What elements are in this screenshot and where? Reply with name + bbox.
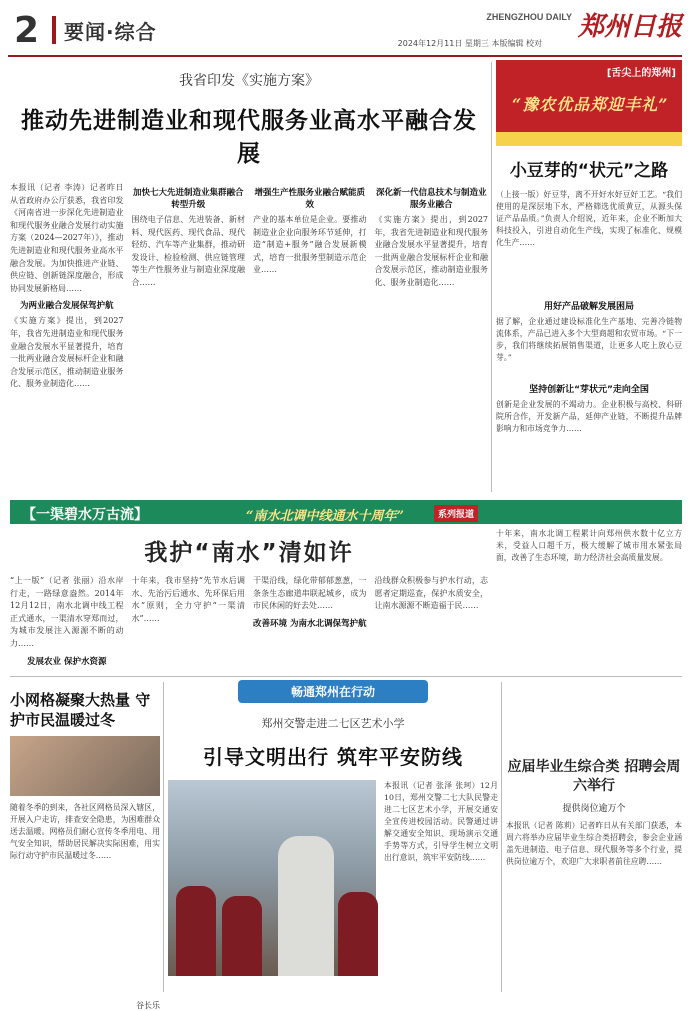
lead-columns	[10, 182, 488, 532]
bottom-right-headline[interactable]: 应届毕业生综合类 招聘会周六举行	[507, 759, 681, 794]
series-title: 【一渠碧水万古流】	[22, 507, 148, 523]
lead-body-text: 产业的基本单位是企业。要推动制造业企业向服务环节延伸，打造“制造+服务”融合发展新模式，培育一批服务型制造示范企业……	[253, 215, 367, 275]
page-number: 2	[14, 10, 40, 51]
lead-subhead: 为两业融合发展保驾护航	[19, 301, 114, 312]
student-figure	[222, 896, 262, 976]
header-rule	[8, 55, 682, 57]
bottom-right-article	[506, 758, 682, 992]
promo-stripe	[496, 132, 682, 146]
lead-subhead: 增强生产性服务业融合赋能质效	[254, 188, 365, 210]
bottom-right-body-text: 本报讯（记者 陈莉）记者昨日从有关部门获悉，本周六将举办应届毕业生综合类招聘会，参会企业涵盖先进制造、电子信息、现代服务等多个行业，提供岗位逾万个，欢迎广大求职者前往应聘……	[506, 821, 682, 866]
series-banner	[10, 500, 682, 524]
series-subtitle: “南水北调中线通水十周年”	[246, 509, 404, 524]
nanshui-side-text: 十年来，南水北调工程累计向郑州供水数十亿立方米，受益人口超千万，极大缓解了城市用水紧张局面，改善了生态环境，助力经济社会高质量发展。	[496, 529, 682, 562]
promo-title: “豫农优品郑迎丰礼”	[512, 95, 669, 114]
nanshui-column	[375, 575, 489, 685]
student-figure	[338, 892, 378, 976]
nanshui-headline[interactable]: 我护“南水”清如许	[144, 540, 354, 566]
lead-body-text: 《实施方案》提出，到2027年，我省先进制造业和现代服务业融合发展水平显著提升，培育一批两业融合发展标杆企业和融合发展示范区，推动制造业服务化、服务业制造化……	[374, 215, 488, 287]
series-tag: 系列报道	[434, 505, 478, 522]
nanshui-article	[10, 528, 488, 668]
lead-body-text: 《实施方案》提出，到2027年，我省先进制造业和现代服务业融合发展水平显著提升，培育一批两业融合发展标杆企业和融合发展示范区，推动制造业服务化、服务业制造化……	[10, 316, 124, 389]
newspaper-logo: 郑州日报	[577, 12, 682, 42]
lead-subhead: 加快七大先进制造业集群融合转型升级	[132, 188, 244, 210]
nanshui-body-text: 干渠沿线，绿化带郁郁葱葱，一条条生态廊道串联起城乡，成为市民休闲的好去处……	[253, 576, 367, 611]
traffic-kicker: 郑州交警走进二七区艺术小学	[261, 717, 405, 730]
column-divider	[501, 682, 502, 992]
feature-subhead: 用好产品破解发展困局	[543, 302, 634, 312]
bottom-right-subhead: 提供岗位逾万个	[562, 804, 626, 814]
nanshui-column	[253, 575, 367, 685]
feature-body-text: （上接一版）好豆芽，离不开好水好豆好工艺。“我们使用的是深层地下水，严格筛选优质黄豆，从源头保证产品品质。”负责人介绍说，近年来，企业不断加大科技投入，引进自动化生产线，实现了标准化、规模化生产……	[496, 190, 682, 247]
nanshui-subhead: 改善环境 为南水北调保驾护航	[253, 618, 367, 629]
bottom-left-headline[interactable]: 小网格凝聚大热量 守护市民温暖过冬	[10, 691, 151, 729]
bottom-left-article	[10, 686, 160, 1010]
traffic-body	[168, 780, 498, 976]
lead-column	[10, 182, 124, 532]
traffic-series-label: 畅通郑州在行动	[238, 680, 428, 703]
nanshui-column	[132, 575, 246, 685]
lead-article	[10, 62, 488, 498]
traffic-photo	[168, 780, 376, 976]
nanshui-body-text: “上一版”（记者 张丽）沿水岸行走，一路绿意盎然。2014年12月12日，南水北调中线工程正式通水，一渠清水穿郑而过，为城市发展注入源源不断的动力……	[10, 576, 124, 648]
promo-banner	[496, 60, 682, 146]
traffic-headline[interactable]: 引导文明出行 筑牢平安防线	[203, 745, 463, 769]
student-figure	[176, 886, 216, 976]
nanshui-body-text: 沿线群众积极参与护水行动，志愿者定期巡查，保护水质安全，让南水源源不断造福于民……	[374, 576, 488, 611]
section-divider	[10, 676, 682, 677]
promo-label: [舌尖上的郑州]	[606, 68, 676, 79]
lead-column	[132, 182, 246, 532]
right-feature	[496, 60, 682, 480]
header-accent-bar	[52, 16, 56, 44]
column-divider	[491, 62, 492, 492]
officer-figure	[278, 836, 334, 976]
issue-meta: 2024年12月11日 星期三 本版编辑 校对	[397, 39, 542, 48]
bottom-left-photo	[10, 736, 160, 796]
page-header	[8, 4, 682, 56]
bottom-left-body-text: 随着冬季的到来，各社区网格员深入辖区，开展入户走访，排查安全隐患，为困难群众送去温暖。网格员们耐心宣传冬季用电、用气安全知识，帮助居民解决实际困难，用实际行动守护市民温暖过冬……	[10, 803, 160, 860]
lead-column	[375, 182, 489, 532]
lead-body-text: 围绕电子信息、先进装备、新材料、现代医药、现代食品、现代轻纺、汽车等产业集群，推动研发设计、检验检测、供应链管理等生产性服务业与制造业深度融合……	[131, 215, 245, 287]
nanshui-body-text: 十年来，我市坚持“先节水后调水、先治污后通水、先环保后用水”原则，全力守护“一渠清水”……	[131, 576, 245, 623]
traffic-feature	[168, 680, 498, 992]
nanshui-side-column	[496, 528, 682, 668]
column-divider	[163, 682, 164, 992]
nanshui-subhead: 发展农业 保护水资源	[27, 656, 107, 667]
feature-body-text: 据了解，企业通过建设标准化生产基地、完善冷链物流体系，产品已进入多个大型商超和农贸市场。“下一步，我们将继续拓展销售渠道，让更多人吃上放心豆芽。”	[496, 317, 682, 362]
feature-headline[interactable]: 小豆芽的“状元”之路	[509, 161, 669, 181]
lead-column	[253, 182, 367, 532]
lead-headline[interactable]: 推动先进制造业和现代服务业高水平融合发展	[21, 108, 477, 167]
paper-english-name: ZHENGZHOU DAILY	[486, 12, 572, 22]
feature-subhead: 坚持创新让“芽状元”走向全国	[529, 385, 649, 395]
nanshui-column	[10, 575, 124, 685]
lead-subhead: 深化新一代信息技术与制造业服务业融合	[375, 188, 487, 210]
lead-body-text: 本报讯（记者 李涛）记者昨日从省政府办公厅获悉，我省印发《河南省进一步深化先进制造业和现代服务业融合发展行动实施方案（2024—2027年）》，推动先进制造业和现代服务业高水平融合发展。为加快推进产业链、供应链、创新链深度融合，形成协同发展新格局……	[10, 183, 124, 293]
section-title: 要闻·综合	[64, 20, 157, 44]
feature-body-text: 创新是企业发展的不竭动力。企业积极与高校、科研院所合作，开发新产品，延伸产业链，不断提升品牌影响力和市场竞争力……	[496, 400, 682, 433]
nanshui-columns	[10, 575, 488, 685]
lead-kicker: 我省印发《实施方案》	[179, 73, 319, 89]
bottom-left-byline: 谷长乐	[136, 1001, 160, 1010]
traffic-body-text: 本报讯（记者 张泽 张珂）12月10日，郑州交警二七大队民警走进二七区艺术小学，开展交通安全宣传进校园活动。民警通过讲解交通安全知识、现场演示交通手势等方式，引导学生树立文明出行意识，筑牢平安防线……	[384, 781, 498, 862]
